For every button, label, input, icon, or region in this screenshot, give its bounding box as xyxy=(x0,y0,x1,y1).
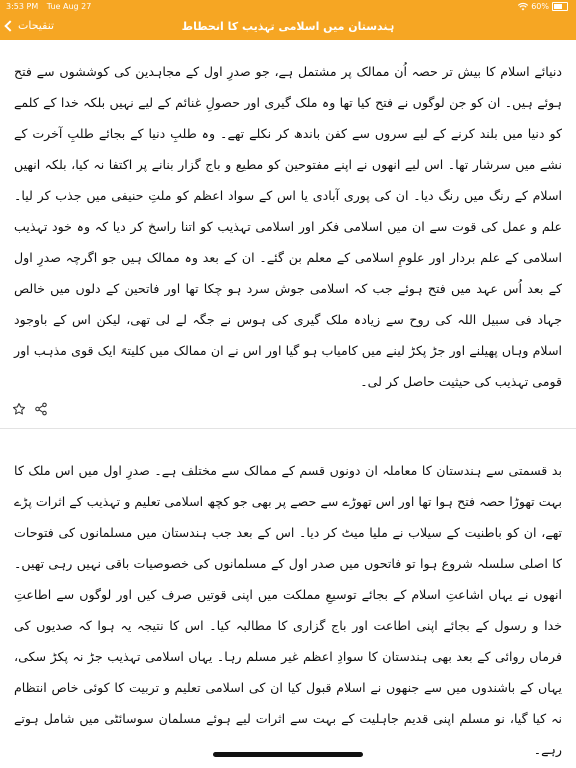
section-divider xyxy=(0,428,576,429)
battery-icon xyxy=(552,2,568,11)
page-title: ہندستان میں اسلامی تہذیب کا انحطاط xyxy=(181,20,395,33)
article-section-1 xyxy=(14,56,562,397)
status-time: 3:53 PM xyxy=(6,2,39,11)
star-icon xyxy=(12,402,26,416)
home-indicator[interactable] xyxy=(213,752,363,757)
article-paragraph: دنیائے اسلام کا بیش تر حصہ اُن ممالک پر مشتمل ہے، جو صدرِ اول کے مجاہدین کی کوششوں سے فتح ہوئے ہیں۔ ان کو جن لوگوں نے فتح کیا تھا وہ ملک گیری اور حصولِ غنائم کے لیے نہیں بلکہ خدا کے کلمے کو دنیا میں بلند کرنے کے لیے سروں سے کفن باندھ کر نکلے تھے۔ وہ طلبِ دنیا کے بجائے طلبِ آخرت کے نشے میں سرشار تھا۔ اس لیے انھوں نے اپنے مفتوحین کو مطیع و باج گزار بنانے پر اکتفا نہ کیا، بلکہ انھیں اسلام کے رنگ میں رنگ دیا۔ ان کی پوری آبادی یا اس کے سواد اعظم کو ملتِ حنیفی میں جذب کر لیا۔ علم و عمل کی قوت سے ان میں اسلامی فکر اور اسلامی تہذیب کو اتنا راسخ کر دیا کہ وہ خود تہذیب اسلامی کے علم بردار اور علومِ اسلامی کے معلم بن گئے۔ ان کے بعد وہ ممالک ہیں جو اگرچہ صدرِ اول کے بعد اُس عہد میں فتح ہوئے جب کہ اسلامی جوش سرد ہو چکا تھا اور فاتحین کے دلوں میں خالص جہاد فی سبیل اللہ کی روح سے زیادہ ملک گیری کی ہوس نے جگہ لے لی تھی، لیکن اس کے باوجود اسلام وہاں پھیلنے اور جڑ پکڑ لینے میں کامیاب ہو گیا اور اس نے ان ممالک میں کلیتہً ایک قوی مذہب اور قومی تہذیب کی حیثیت حاصل کر لی۔ xyxy=(14,64,562,389)
bookmark-button[interactable] xyxy=(10,400,28,418)
back-button-label: تنقیحات xyxy=(18,19,55,32)
navigation-bar xyxy=(0,14,576,40)
share-button[interactable] xyxy=(32,400,50,418)
status-bar xyxy=(0,0,576,14)
article-paragraph: بد قسمتی سے ہندستان کا معاملہ ان دونوں قسم کے ممالک سے مختلف ہے۔ صدرِ اول میں اس ملک کا بہت تھوڑا حصہ فتح ہوا تھا اور اس تھوڑے سے حصے پر بھی جو کچھ اسلامی تعلیم و تہذیب کے اثرات پڑے تھے، ان کو باطنیت کے سیلاب نے ملیا میٹ کر دیا۔ اس کے بعد جب ہندستان میں مسلمانوں کی فتوحات کا اصلی سلسلہ شروع ہوا تو فاتحوں میں صدر اول کے مسلمانوں کی خصوصیات باقی نہیں رہی تھیں۔ انھوں نے یہاں اشاعتِ اسلام کے بجائے توسیعِ مملکت میں اپنی قوتیں صرف کیں اور لوگوں سے اطاعتِ خدا و رسول کے بجائے اپنی اطاعت اور باج گزاری کا مطالبہ کیا۔ اس کا نتیجہ یہ ہوا کہ صدیوں کی فرماں روائی کے بعد بھی ہندستان کا سوادِ اعظم غیر مسلم رہا۔ یہاں اسلامی تہذیب جڑ نہ پکڑ سکی، یہاں کے باشندوں میں سے جنھوں نے اسلام قبول کیا ان کی اسلامی تعلیم و تربیت کا کوئی خاص انتظام نہ کیا گیا، نو مسلم اپنی قدیم جاہلیت کے بہت سے اثرات لیے ہوئے مسلمان سوسائٹی میں شامل ہوتے رہے۔ xyxy=(14,463,562,757)
battery-percent: 60% xyxy=(531,2,549,11)
share-icon xyxy=(34,402,48,416)
wifi-icon xyxy=(518,3,528,11)
paragraph-actions xyxy=(10,398,54,420)
article-section-2 xyxy=(14,455,562,757)
status-date: Tue Aug 27 xyxy=(46,2,92,11)
